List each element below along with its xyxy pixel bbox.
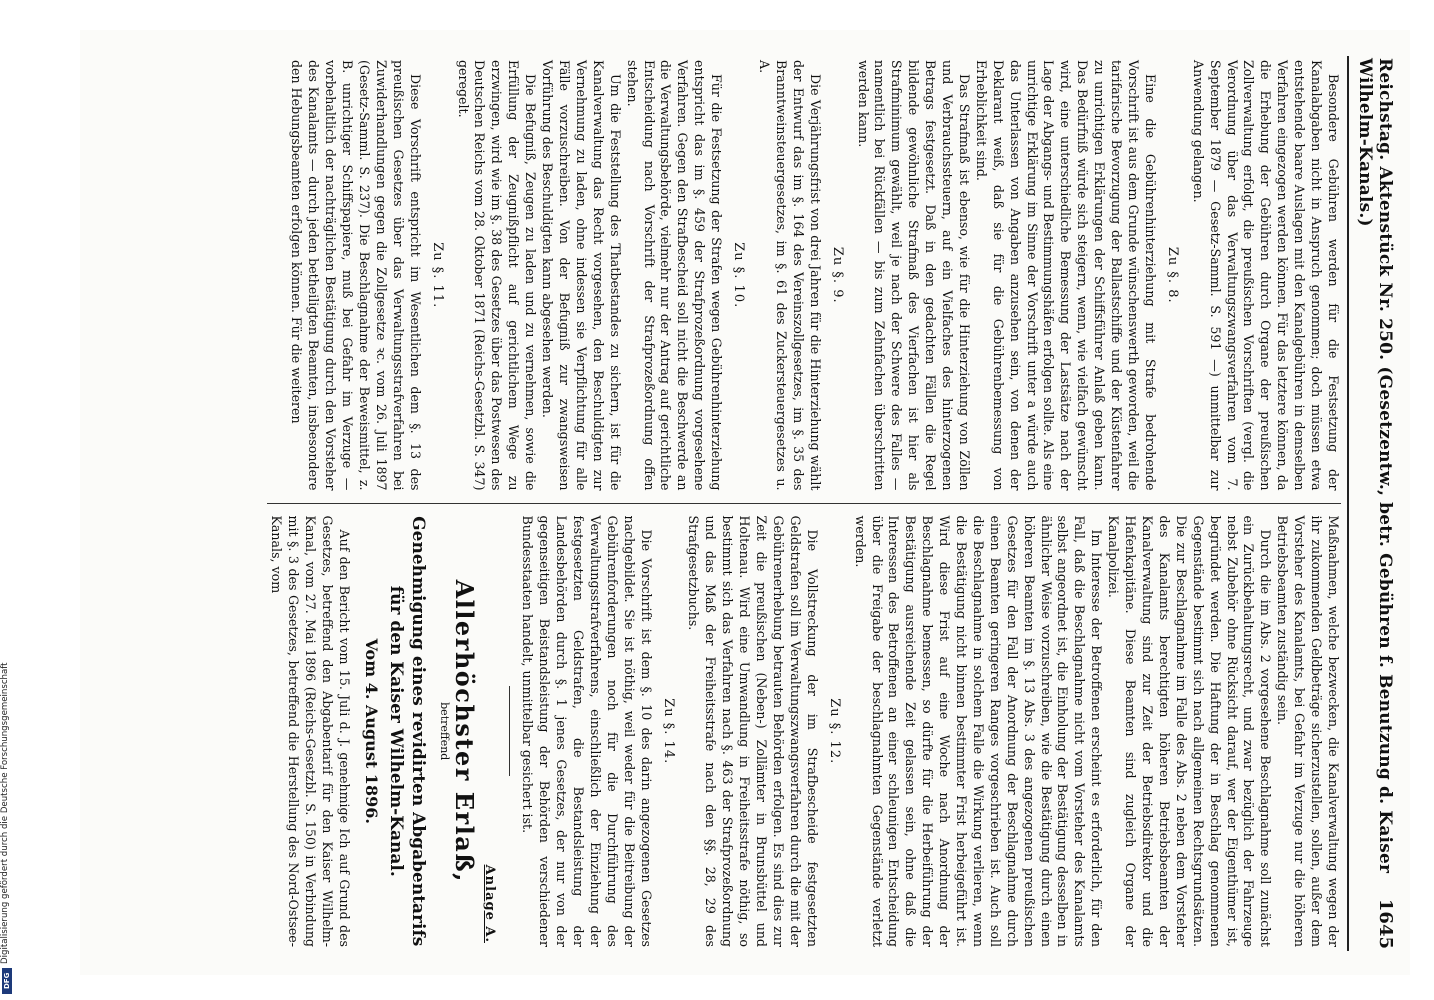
paragraph: Durch die im Abs. 2 vorgesehene Beschlagnahme soll zunächst ein Zurückbehaltungsrecht, und zwar bezüglich der Fahrzeuge nebst Zubehör ohne Rücksicht darauf, wer der Eigenthümer ist, begründet werden. Die Haftung der in Beschlag genommenen Gegenstände bestimmt sich nach allgemeinen Rechtsgrundsätzen. Die zur Beschlagnahme im Falle des Abs. 2 neben dem Vorsteher des Kanalamts berechtigten höheren Betriebsbeamten der Kanalverwaltung sind zur Zeit der Betriebsdirektor und die Hafenkapitäne. Diese Beamten sind zugleich Organe der Kanalpolizei. [1106,515,1274,947]
section-heading: Zu §. 12. [826,698,842,765]
divider [509,686,510,776]
paragraph: Besondere Gebühren werden für die Festsetzung der Kanalabgaben nicht in Anspruch genommen; doch müssen etwa entstehende baare Auslagen mit den Kanalgebühren in demselben Verfahren eingezogen werden können. Für das letztere können, da die Erhebung der Gebühren durch Organe der preußischen Zollverwaltung erfolgt, die preußischen Vorschriften (vergl. die Verordnung über das Verwaltungszwangsverfahren vom 7. September 1879 — Gesetz-Samml. S. 591 —) unmittelbar zur Anwendung gelangen. [1190,60,1341,491]
paragraph: Um die Feststellung des Thatbestandes zu sichern, ist für die Kanalverwaltung das Recht vorgesehen, den Beschuldigten zur Vernehmung zu laden, ohne indessen sie Verpflichtung für alle Fälle vorzuschreiben. Von der Befugniß zur zwangsweisen Vorführung des Beschuldigten kann abgesehen werden. [540,60,623,491]
right-column [267,504,1341,952]
paragraph: Die Vollstreckung der im Strafbescheide festgesetzten Geldstrafen soll im Verwaltungszwangsverfahren durch die mit der Gebührenerhebung betrauten Behörden erfolgen. Es sind dies zur Zeit die preußischen (Neben-) Zollämter in Brunsbüttel und Holtenau. Wird eine Umwandlung in Freiheitsstrafe nöthig, so bestimmt sich das Verfahren nach §. 463 der Strafprozeßordnung und das Maß der Freiheitsstrafe nach den §§. 28, 29 des Strafgesetzbuchs. [686,515,820,947]
paragraph: Diese Vorschrift entspricht im Wesentlichen dem §. 13 des preußischen Gesetzes über das Verwaltungsstrafverfahren bei Zuwiderhandlungen gegen die Zollgesetze ꝛc. vom 26. Juli 1897 (Gesetz-Samml. S. 237). Die Beschlagnahme der Beweismittel, z. B. unrichtiger Schiffspapiere, muß bei Gefahr im Verzuge — vorbehaltlich der nachträglichen Bestätigung durch den Vorsteher des Kanalamts — durch jeden betheiligten Beamten, insbesondere den Hebungsbeamten erfolgen können. Für die weiteren [289,60,423,491]
erlass-subject-line2: für den Kaiser Wilhelm-Kanal. [385,585,406,877]
page-header-title: Reichstag. Aktenstück Nr. 250. (Gesetzentw., betr. Gebühren f. Benutzung d. Kaiser Wilhelm-Kanals.) [1355,58,1395,874]
section-heading: Zu §. 10. [731,242,747,309]
paragraph: Auf den Bericht vom 15. Juli d. J. genehmige Ich auf Grund des Gesetzes, betreffend den Abgabentarif für den Kaiser Wilhelm-Kanal, vom 27. Mai 1896 (Reichs-Gesetzbl. S. 150) in Verbindung mit §. 3 des Gesetzes, betreffend die Herstellung des Nord-Ostsee-Kanals, vom [269,515,352,947]
scanned-page [80,30,1410,975]
erlass-betreffend: betreffend [437,702,451,761]
anlage-label: Anlage A. [482,864,498,943]
paragraph: Die Vorschrift ist dem §. 10 des darin angezogenen Gesetzes nachgebildet. Sie ist nöthig, weil weder für die Beitreibung der Gebührenforderungen noch für die Durchführung des Verwaltungsstrafverfahrens, einschließlich der Einziehung der festgesetzten Geldstrafen, die Bestandsleistung der Landesbehörden durch §. 1 jenes Gesetzes, der nur von der gegenseitigen Beistandsleistung der Behörden verschiedener Bundesstaaten handelt, unmittelbar gesichert ist. [520,515,654,947]
paragraph: Die Verjährungsfrist von drei Jahren für die Hinterziehung wählt der Entwurf das im §. 164 des Vereinszollgesetzes, im §. 35 des Branntweinsteuergesetzes, im §. 61 des Zuckersteuergesetzes u. A. [757,60,823,491]
left-column [267,56,1341,504]
paragraph: Eine die Gebührenhinterziehung mit Strafe bedrohende Vorschrift ist aus dem Grunde wünschenswerth geworden, weil die tarifarische Bevorzugung der Ballastschiffe und der Küstenfahrer zu unrichtigen Erklärungen der Schiffsführer Anlaß geben kann. Das Bedürfniß würde sich steigern, wenn, wie vielfach gewünscht wird, eine unterschiedliche Bemessung der Lastsätze nach der Lage der Abgangs- und Bestimmungshäfen erfolgen sollte. Als eine unrichtige Erklärung im Sinne der Vorschrift unter a würde auch das Unterlassen von Angaben anzusehen sein, von denen der Deklarant weiß, daß sie für die Gebührenbemessung von Erheblichkeit sind. [973,60,1158,491]
section-heading: Zu §. 9. [829,246,845,304]
section-heading: Zu §. 8. [1164,246,1180,304]
erlass-date: Vom 4. August 1896. [361,638,381,824]
paragraph: Das Strafmaß ist ebenso, wie für die Hinterziehung von Zöllen und Verbrauchssteuern, auf ein Vielfaches des hinterzogenen Betrags festgesetzt. Daß in den gedachten Fällen die Regel bildende gewöhnliche Strafmaß des Vierfachen ist hier als Strafminimum gewählt, weil je nach der Schwere des Falles — namentlich bei Rückfällen — bis zum Zehnfachen überschritten werden kann. [855,60,972,491]
text-columns [267,56,1341,951]
page-number: 1645 [1375,898,1396,949]
erlass-subject-line1: Genehmigung eines revidirten Abgabentarifs [407,516,428,947]
erlass-title: Allerhöchster Erlaß, [450,579,480,883]
page-header [1347,56,1400,951]
section-heading: Zu §. 14. [660,698,676,765]
paragraph: Für die Festsetzung der Strafen wegen Gebührenhinterziehung entspricht das im §. 459 der Strafprozeßordnung vorgesehene Verfahren. Gegen den Strafbescheid soll nicht die Beschwerde an die Verwaltungsbehörde, vielmehr nur der Antrag auf gerichtliche Entscheidung nach Vorschrift der Strafprozeßordnung offen stehen. [624,60,725,491]
section-heading: Zu §. 11. [429,242,445,309]
paragraph: Maßnahmen, welche bezwecken, die Kanalverwaltung wegen der ihr zukommenden Geldbeträge sicherzustellen, sollen, außer dem Vorsteher des Kanalamts, bei Gefahr im Verzuge nur die höheren Betriebsbeamten zuständig sein. [1275,515,1341,947]
digitization-credit: Digitalisierung gefördert durch die Deutsche Forschungsgemeinschaft [0,662,10,964]
paragraph: Im Interesse der Betroffenen erscheint es erforderlich, für den Fall, daß die Beschlagnahme nicht vom Vorsteher des Kanalamts selbst angeordnet ist, die Einholung der Bestätigung desselben in ähnlicher Weise vorzuschreiben, wie die Bestätigung durch einen höheren Beamten im §. 13 Abs. 3 des angezogenen preußischen Gesetzes für den Fall der Anordnung der Beschlagnahme durch einen Beamten geringeren Ranges vorgeschrieben ist. Auch soll die Beschlagnahme in solchem Falle die Wirkung verlieren, wenn die Bestätigung nicht binnen bestimmter Frist herbeigeführt ist. Wird diese Frist auf eine Woche nach Anordnung der Beschlagnahme bemessen, so dürfte für die Herbeiführung der Bestätigung ausreichende Zeit gelassen sein, ohne daß die Interessen des Betroffenen an einer schleunigen Entscheidung über die Freigabe der beschlagnahmten Gegenstände verletzt werden. [852,515,1105,947]
dfg-logo-icon: DFG [2,968,12,994]
paragraph: Die Befugniß, Zeugen zu laden und zu vernehmen, sowie die Erfüllung der Zeugnißpflicht auf gerichtlichem Wege zu erzwingen, wird wie im §. 38 des Gesetzes über das Postwesen des Deutschen Reichs vom 28. Oktober 1871 (Reichs-Gesetzbl. S. 347) geregelt. [455,60,539,491]
